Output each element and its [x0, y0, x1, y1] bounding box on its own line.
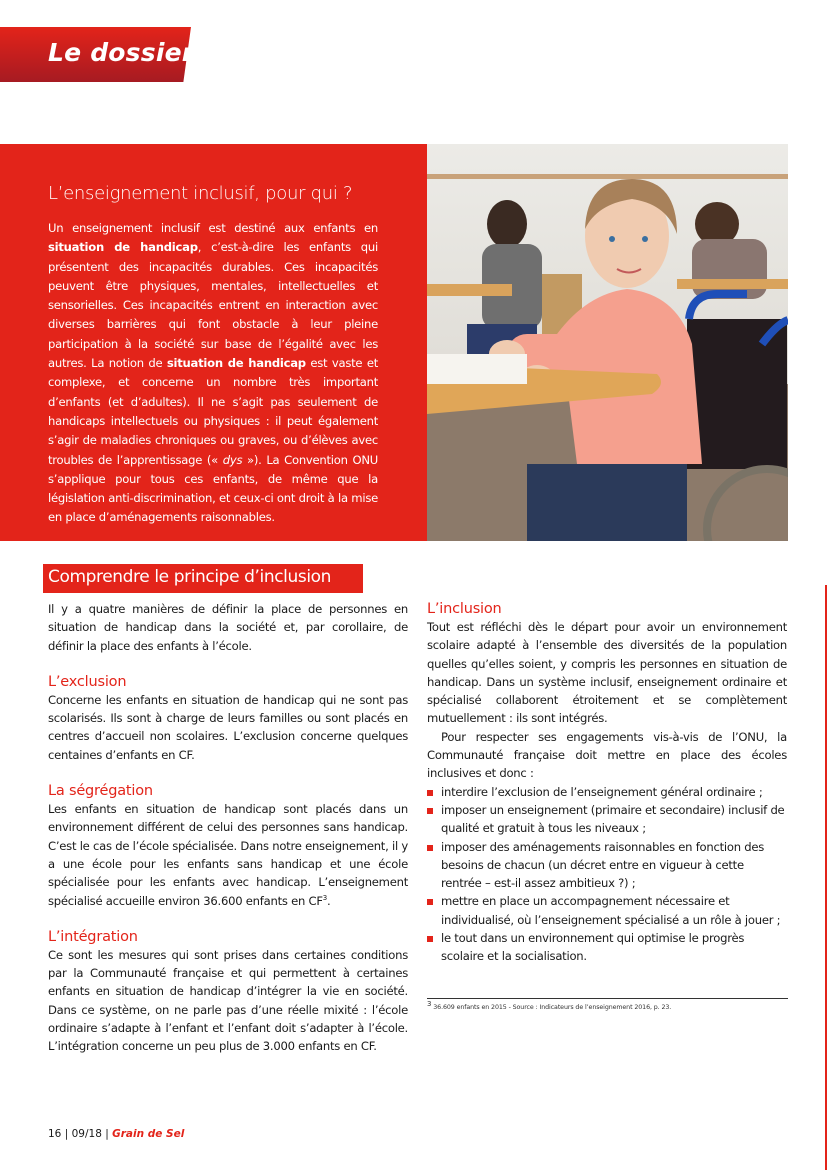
segregation-body: Les enfants en situation de handicap sont placés dans un environnement différent de celui des personnes sans handicap. C’est le cas de l’école spécialisée. Dans notre enseignement, il y a une école pour les enfants sans handicap et une école spécialisée pour les enfants avec handicap. L’enseignement spécialisé accueille environ 36.600 enfants en CF — [48, 802, 408, 908]
footer-separator: | — [105, 1128, 109, 1140]
classroom-photo — [427, 144, 788, 541]
list-item: imposer des aménagements raisonnables en fonction des besoins de chacun (un décret entre en vigueur à cette rentrée – est-il assez ambitieux ?) ; — [427, 838, 787, 893]
list-item: imposer un enseignement (primaire et secondaire) inclusif de qualité et gratuit à tous les niveaux ; — [427, 801, 787, 838]
intro-paragraph — [48, 219, 378, 528]
segregation-end: . — [327, 893, 331, 908]
footnote — [427, 1000, 672, 1012]
bullet-square-icon — [427, 936, 433, 942]
bullet-square-icon — [427, 899, 433, 905]
bullet-square-icon — [427, 790, 433, 796]
footnote-text: 36.609 enfants en 2015 - Source : Indicateurs de l’enseignement 2016, p. 23. — [433, 1004, 672, 1012]
bullet-square-icon — [427, 845, 433, 851]
list-item: interdire l’exclusion de l’enseignement général ordinaire ; — [427, 783, 787, 801]
page-number: 16 — [48, 1128, 62, 1140]
intro-emphasis: situation de handicap — [48, 240, 198, 255]
integration-heading: L’intégration — [48, 928, 138, 945]
photo-illustration — [427, 144, 788, 541]
intro-text-run: »). La Convention ONU s’applique pour tous ces enfants, de même que la législation anti-discrimination, et ceux-ci ont droit à la mise en place d’aménagements raisonnables. — [48, 452, 378, 525]
issue-date: 09/18 — [71, 1128, 102, 1140]
list-item: le tout dans un environnement qui optimise le progrès scolaire et la socialisation. — [427, 929, 787, 966]
page-footer — [48, 1128, 184, 1140]
inclusion-text-2: Pour respecter ses engagements vis-à-vis de l’ONU, la Communauté française doit mettre en place des écoles inclusives et donc : — [427, 729, 787, 781]
bullet-square-icon — [427, 808, 433, 814]
intro-title: L’enseignement inclusif, pour qui ? — [48, 183, 353, 204]
inclusion-text: Tout est réfléchi dès le départ pour avoir un environnement scolaire adapté à l’ensemble des diversités de la population quelles qu’elles soient, y compris les personnes en situation de handicap. Dans un système inclusif, enseignement ordinaire et spécialisé collaborent étroitement et se complètement mutuellement : ils sont intégrés. — [427, 620, 787, 726]
intro-text-run: est vaste et complexe, et concerne un nombre très important d’enfants (et d’adultes). Il ne s’agit pas seulement de handicaps intellectuels ou physiques : il peut également s’agir de maladies chroniques ou graves, ou d’élèves avec troubles de l’apprentissage (« — [48, 356, 378, 467]
exclusion-heading: L’exclusion — [48, 673, 127, 690]
intro-italic: dys — [222, 452, 243, 467]
list-item: mettre en place un accompagnement nécessaire et individualisé, où l’enseignement spécialisé a un rôle à jouer ; — [427, 892, 787, 929]
left-column — [48, 600, 408, 1056]
intro-text-run: Un enseignement inclusif est destiné aux enfants en — [48, 221, 378, 235]
footer-separator: | — [64, 1128, 69, 1140]
exclusion-text: Concerne les enfants en situation de handicap qui ne sont pas scolarisés. Ils sont à charge de leurs familles ou sont placés en centres d’accueil non scolaires. L’exclusion concerne quelques centaines d’enfants en CF. — [48, 692, 408, 762]
right-column — [427, 600, 787, 966]
section-intro: Il y a quatre manières de définir la place de personnes en situation de handicap dans la société et, par corollaire, de définir la place des enfants à l’école. — [48, 602, 408, 653]
integration-text: Ce sont les mesures qui sont prises dans certaines conditions par la Communauté française et qui permettent à certaines enfants en situation de handicap d’intégrer la vie en société. Dans ce système, on ne parle pas d’une réelle mixité : l’école ordinaire s’adapte à l’enfant et l’enfant doit s’adapter à l’école. L’intégration concerne un peu plus de 3.000 enfants en CF. — [48, 947, 408, 1054]
inclusion-heading: L’inclusion — [427, 601, 502, 617]
publication-name: Grain de Sel — [112, 1128, 185, 1140]
segregation-heading: La ségrégation — [48, 783, 153, 800]
footnote-divider — [427, 998, 788, 999]
footnote-reference[interactable]: 3 — [322, 893, 327, 902]
intro-text-run: , c’est-à-dire les enfants qui présentent des incapacités durables. Ces incapacités peuvent être physiques, mentales, intellectuelles et sensorielles. Ces incapacités entrent en interaction avec diverses barrières qui font obstacle à leur pleine participation à la société sur base de l’égalité avec les autres. La notion de — [48, 240, 378, 371]
section-title: Comprendre le principe d’inclusion — [48, 567, 332, 587]
intro-emphasis: situation de handicap — [166, 356, 306, 371]
segregation-text — [48, 800, 408, 910]
section-label: Le dossier — [48, 38, 195, 67]
footnote-number: 3 — [427, 1000, 432, 1008]
inclusion-bullet-list — [427, 783, 787, 966]
